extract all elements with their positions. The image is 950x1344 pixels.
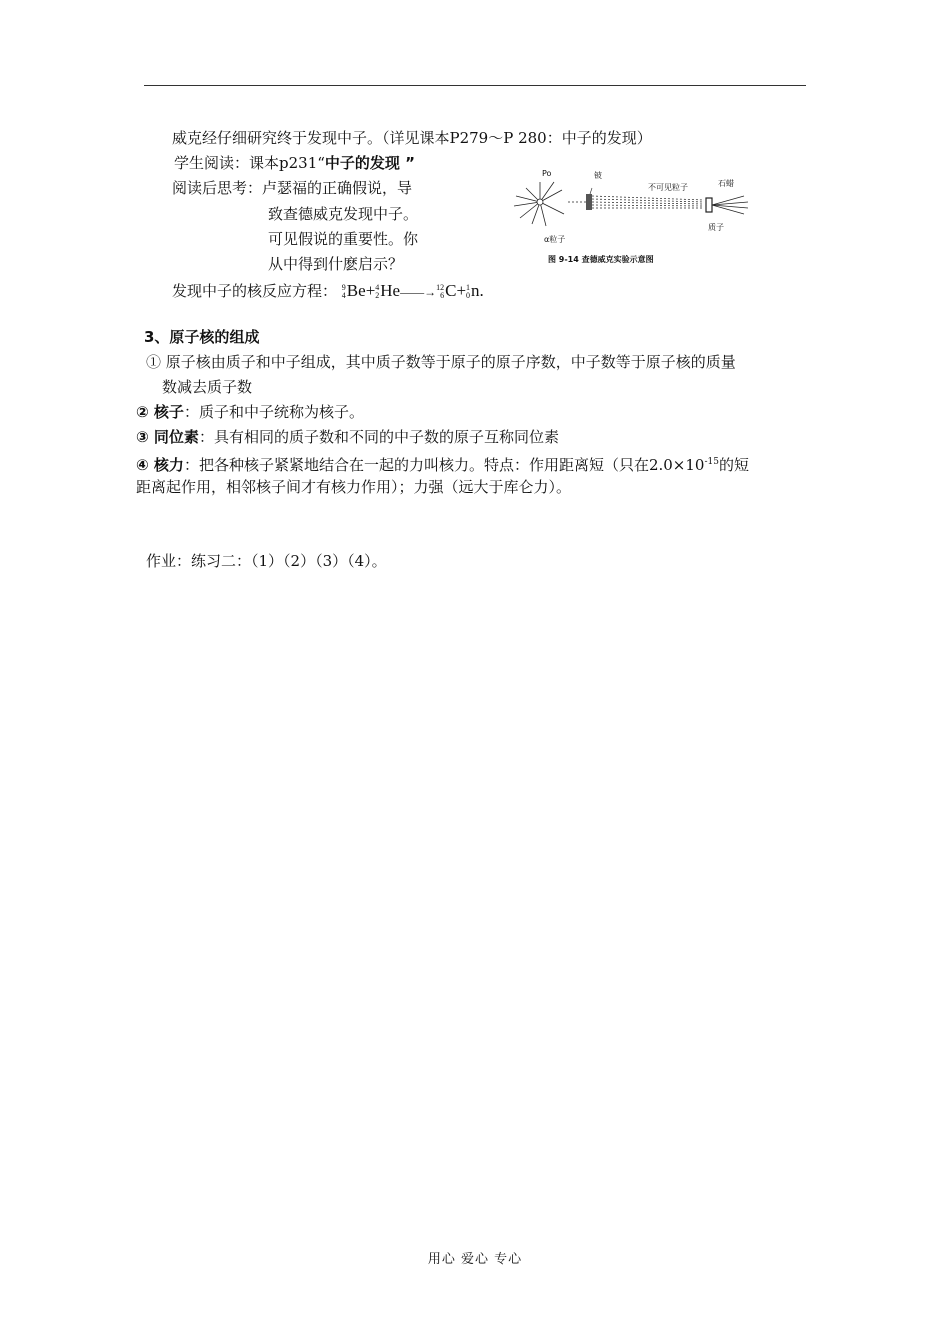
equation-label: 发现中子的核反应方程： [172, 282, 338, 300]
he-symbol: He [380, 281, 401, 300]
n-isotope-numbers: 1 0 [466, 283, 471, 300]
plus-sign: + [456, 281, 467, 300]
reaction-arrow: ——→ [400, 285, 437, 299]
item-4-line-2: 距离起作用，相邻核子间才有核力作用）；力强（远大于库仑力）。 [136, 478, 572, 496]
section-3-title: 3、原子核的组成 [144, 328, 260, 346]
polonium-source-rays [514, 182, 564, 226]
item-3 [136, 427, 559, 447]
beryllium-target [586, 194, 592, 210]
plus-sign: + [365, 281, 376, 300]
be-symbol: Be [346, 281, 366, 300]
think-label: 阅读后思考： [172, 179, 263, 197]
figure-caption: 图 9-14 查德威克实验示意图 [548, 255, 654, 264]
invisible-particle-label: 不可见粒子 [648, 183, 688, 192]
item-2-text: ：质子和中子统称为核子。 [183, 403, 364, 421]
c-isotope-numbers: 12 6 [436, 283, 445, 300]
reading-prefix: 学生阅读：课本p231“ [174, 154, 325, 172]
item-4-text-b: 的短 [718, 456, 749, 474]
think-text-2: 致查德威克发现中子。 [268, 205, 419, 223]
nuclear-equation-line [172, 281, 484, 302]
page-footer: 用心 爱心 专心 [427, 1252, 523, 1267]
header-rule [144, 85, 806, 86]
item-2 [136, 402, 364, 422]
think-text-3: 可见假说的重要性。你 [268, 230, 419, 248]
alpha-particle-label: α粒子 [544, 235, 566, 244]
po-label: Po [542, 169, 552, 178]
item-4-label: ④ 核力 [136, 456, 184, 474]
item-4-exponent: -15 [704, 457, 719, 467]
reading-title: 中子的发现 ” [324, 154, 415, 172]
reading-assignment [174, 153, 415, 173]
he-isotope-numbers: 4 2 [375, 283, 380, 300]
think-text-4: 从中得到什麽启示？ [268, 255, 404, 273]
item-1-line-1: ① 原子核由质子和中子组成，其中质子数等于原子的原子序数，中子数等于原子核的质量 [146, 353, 736, 371]
chadwick-experiment-figure [508, 160, 752, 270]
item-4 [136, 452, 749, 475]
text-line-neutron-discovery: 威克经仔细研究终于发现中子。（详见课本P279～P 280：中子的发现） [172, 129, 652, 147]
paraffin-block [706, 198, 712, 212]
item-4-text-a: ：把各种核子紧紧地结合在一起的力叫核力。特点：作用距离短（只在2.0×10 [183, 456, 705, 474]
item-1-line-2: 数减去质子数 [162, 378, 253, 396]
proton-label: 质子 [708, 223, 724, 232]
homework-line: 作业：练习二：（1）（2）（3）（4）。 [146, 552, 387, 570]
item-3-text: ：具有相同的质子数和不同的中子数的原子互称同位素 [198, 428, 559, 446]
item-2-label: ② 核子 [136, 403, 184, 421]
paraffin-label: 石蜡 [718, 179, 734, 188]
proton-rays [712, 196, 748, 214]
be-isotope-numbers: 9 4 [341, 283, 346, 300]
think-text-1: 卢瑟福的正确假说，导 [262, 179, 413, 197]
item-3-label: ③ 同位素 [136, 428, 199, 446]
nuclear-equation [342, 281, 484, 300]
think-line-1 [172, 178, 412, 198]
c-symbol: C [445, 281, 457, 300]
n-symbol: n. [471, 281, 484, 300]
be-label: 铍 [594, 171, 602, 180]
